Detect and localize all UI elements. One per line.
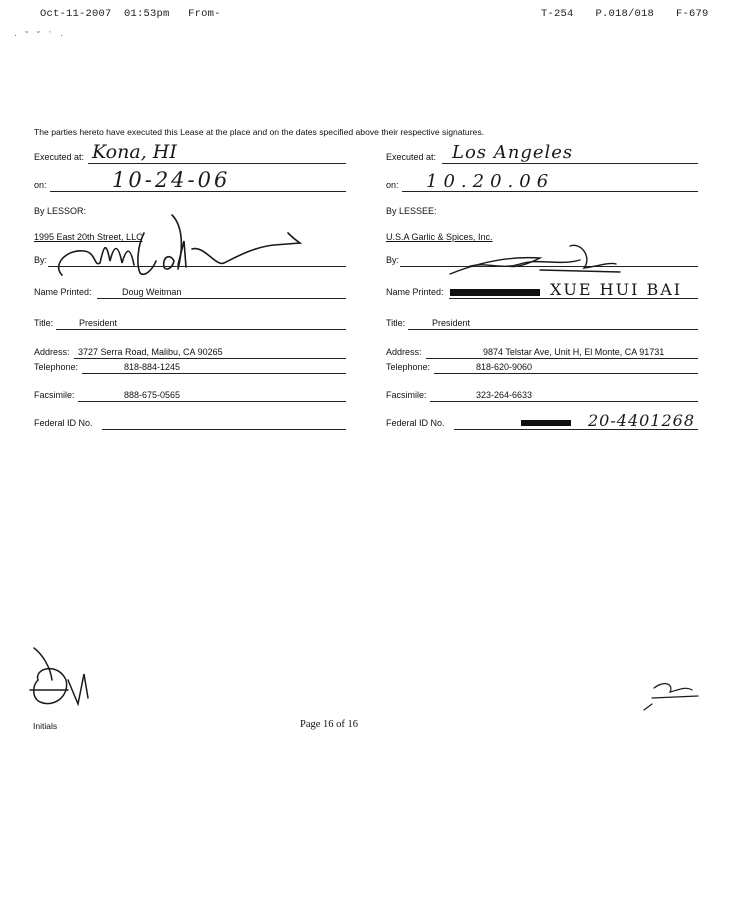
fax-from: From- <box>188 8 221 20</box>
lessee-address-row <box>386 343 698 359</box>
lessee-facsimile-label: Facsimile: <box>386 390 427 400</box>
lessee-telephone-line <box>434 373 698 374</box>
lessee-title-label: Title: <box>386 318 406 328</box>
lessee-federal-id-label: Federal ID No. <box>386 418 445 428</box>
lessor-on-value: 10-24-06 <box>112 168 231 192</box>
lessee-on-label: on: <box>386 180 399 190</box>
lessor-title-label: Title: <box>34 318 54 328</box>
lessor-address-row <box>34 343 346 359</box>
lessor-facsimile-value: 888-675-0565 <box>124 390 181 400</box>
lessor-federal-id-label: Federal ID No. <box>34 418 93 428</box>
lessee-facsimile-line <box>430 401 698 402</box>
lessee-name-label: Name Printed: <box>386 287 444 297</box>
lessee-federal-id-value: 20-4401268 <box>588 411 696 430</box>
lessor-address-label: Address: <box>34 347 70 357</box>
lessee-telephone-label: Telephone: <box>386 362 431 372</box>
lessee-executed-at-row <box>386 142 698 164</box>
page-number: Page 16 of 16 <box>300 719 359 730</box>
lessee-executed-at-line <box>442 163 698 164</box>
lessor-federal-id-row <box>34 414 346 430</box>
lessor-facsimile-line <box>78 401 346 402</box>
lessor-party-row <box>34 202 346 218</box>
lessor-name-label: Name Printed: <box>34 287 92 297</box>
lessee-by-row <box>386 251 698 267</box>
lessee-name-row <box>386 280 698 299</box>
lessee-company-row <box>386 228 698 244</box>
lessor-executed-at-row <box>34 141 346 164</box>
lessee-party-label: By LESSEE: <box>386 206 437 216</box>
lessor-telephone-label: Telephone: <box>34 362 79 372</box>
lessor-on-row <box>34 168 346 192</box>
fax-header-right <box>541 8 709 20</box>
fax-form: F-679 <box>676 8 709 20</box>
lessee-on-row <box>386 171 698 192</box>
lessee-company: U.S.A Garlic & Spices, Inc. <box>386 232 493 242</box>
initials-mark <box>28 640 108 715</box>
lessee-telephone-row <box>386 358 698 374</box>
lessor-company-row <box>34 228 346 244</box>
lessor-executed-at-line <box>88 163 346 164</box>
fax-code: T-254 <box>541 8 574 20</box>
lessee-address-label: Address: <box>386 347 422 357</box>
lessee-name-value: XUE HUI BAI <box>550 280 683 299</box>
lessee-party-row <box>386 202 698 218</box>
lessor-title-line <box>56 329 346 330</box>
lessor-signature-image <box>44 205 314 295</box>
lessee-by-line <box>400 266 698 267</box>
lessee-executed-at-value: Los Angeles <box>452 142 574 163</box>
lessee-name-line <box>449 298 698 299</box>
fax-page: P.018/018 <box>595 8 655 20</box>
lessee-facsimile-value: 323-264-6633 <box>476 390 533 400</box>
lessor-by-label: By: <box>34 255 48 265</box>
fax-header-left <box>40 8 221 20</box>
lessor-address-value: 3727 Serra Road, Malibu, CA 90265 <box>78 347 223 357</box>
scan-noise: · ˘ ˘ ˋ · <box>14 30 66 40</box>
lessee-federal-id-row <box>386 411 698 430</box>
lessor-company: 1995 East 20th Street, LLC <box>34 232 143 242</box>
lessee-title-line <box>408 329 698 330</box>
lessor-telephone-line <box>82 373 346 374</box>
initials-label: Initials <box>33 721 58 731</box>
lessee-federal-id-redaction <box>521 420 571 426</box>
fax-date: Oct-11-2007 <box>40 8 112 20</box>
lessor-name-value: Doug Weitman <box>122 287 182 297</box>
lessor-on-line <box>50 191 346 192</box>
lessee-telephone-value: 818-620-9060 <box>476 362 533 372</box>
lessee-address-value: 9874 Telstar Ave, Unit H, El Monte, CA 91731 <box>483 347 665 357</box>
lessor-name-line <box>97 298 346 299</box>
lessee-on-value: 10.20.06 <box>426 171 555 192</box>
lessor-telephone-row <box>34 358 346 374</box>
lessor-facsimile-row <box>34 386 346 402</box>
initials-mark-lessee <box>644 670 704 715</box>
lessor-by-line <box>48 266 346 267</box>
fax-time: 01:53pm <box>124 8 170 20</box>
lessee-executed-at-label: Executed at: <box>386 152 437 162</box>
lessor-facsimile-label: Facsimile: <box>34 390 75 400</box>
lessee-facsimile-row <box>386 386 698 402</box>
lessee-title-row <box>386 314 698 330</box>
lessor-by-row <box>34 251 346 267</box>
lessor-on-label: on: <box>34 180 47 190</box>
lessor-title-value: President <box>79 318 118 328</box>
lessor-party-label: By LESSOR: <box>34 206 87 216</box>
lessee-federal-id-line <box>454 429 698 430</box>
lessor-executed-at-value: Kona, HI <box>92 141 177 163</box>
lessor-telephone-value: 818-884-1245 <box>124 362 181 372</box>
lessee-title-value: President <box>432 318 471 328</box>
lessee-by-label: By: <box>386 255 400 265</box>
intro-statement: The parties hereto have executed this Lease at the place and on the dates specified above their respective signatures. <box>34 127 485 137</box>
lessor-name-row <box>34 283 346 299</box>
lessee-on-line <box>402 191 698 192</box>
lessor-title-row <box>34 314 346 330</box>
lessor-federal-id-line <box>102 429 346 430</box>
lessor-executed-at-label: Executed at: <box>34 152 85 162</box>
lessee-name-redaction <box>450 289 540 296</box>
